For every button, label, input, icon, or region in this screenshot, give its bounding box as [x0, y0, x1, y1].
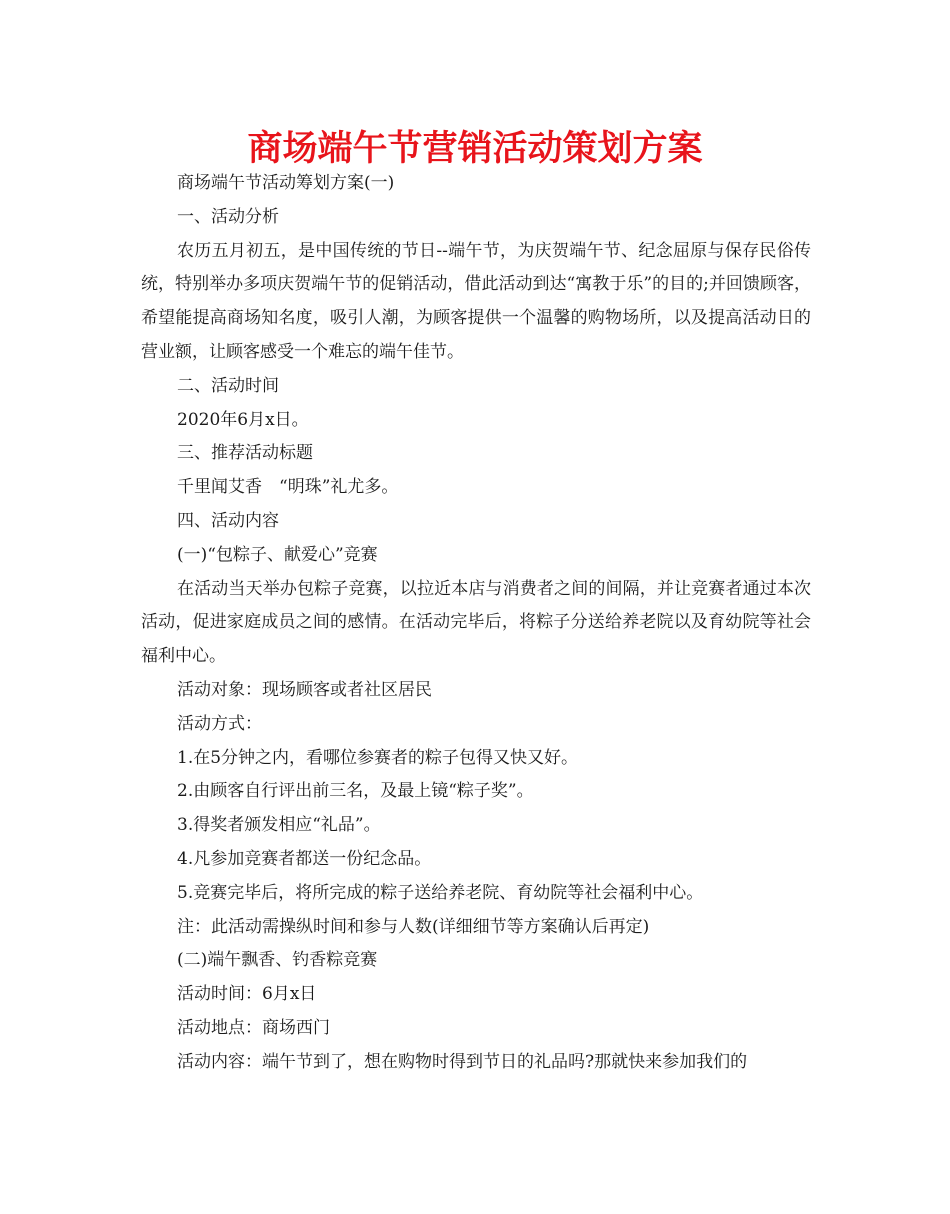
- paragraph: 2020年6月x日。: [177, 409, 309, 430]
- subsection-heading: (二)端午飘香、钓香粽竞赛: [177, 950, 378, 971]
- document-body: [141, 167, 811, 1080]
- section-heading: 四、活动内容: [177, 510, 279, 531]
- paragraph: 活动对象：现场顾客或者社区居民: [177, 679, 432, 700]
- list-item: 2.由顾客自行评出前三名，及最上镜“粽子奖”。: [177, 781, 534, 802]
- paragraph: 活动内容：端午节到了，想在购物时得到节日的礼品吗?那就快来参加我们的: [177, 1051, 748, 1072]
- paragraph: 千里闻艾香 “明珠”礼尤多。: [177, 477, 399, 498]
- paragraph: 活动方式：: [177, 713, 262, 734]
- paragraph: 在活动当天举办包粽子竞赛，以拉近本店与消费者之间的间隔，并让竞赛者通过本次活动，促进家庭成员之间的感情。在活动完毕后，将粽子分送给养老院以及育幼院等社会福利中心。: [141, 578, 811, 667]
- document-title: 商场端午节营销活动策划方案: [247, 129, 703, 169]
- note: 注：此活动需操纵时间和参与人数(详细细节等方案确认后再定): [177, 916, 650, 937]
- section-heading: 一、活动分析: [177, 206, 279, 227]
- list-item: 1.在5分钟之内，看哪位参赛者的粽子包得又快又好。: [177, 747, 579, 768]
- list-item: 4.凡参加竞赛者都送一份纪念品。: [177, 848, 432, 869]
- section-heading: 三、推荐活动标题: [177, 443, 313, 464]
- paragraph: 活动地点：商场西门: [177, 1017, 330, 1038]
- paragraph: 商场端午节活动筹划方案(一): [177, 173, 395, 193]
- paragraph: 活动时间：6月x日: [177, 984, 317, 1005]
- list-item: 3.得奖者颁发相应“礼品”。: [177, 815, 381, 836]
- section-heading: 二、活动时间: [177, 375, 279, 396]
- list-item: 5.竞赛完毕后，将所完成的粽子送给养老院、育幼院等社会福利中心。: [177, 882, 704, 903]
- subsection-heading: (一)“包粽子、献爱心”竞赛: [177, 544, 378, 565]
- paragraph: 农历五月初五，是中国传统的节日--端午节，为庆贺端午节、纪念屈原与保存民俗传统，特别举办多项庆贺端午节的促销活动，借此活动到达“寓教于乐”的目的;并回馈顾客，希望能提高商场知名度，吸引人潮，为顾客提供一个温馨的购物场所，以及提高活动日的营业额，让顾客感受一个难忘的端午佳节。: [141, 240, 811, 362]
